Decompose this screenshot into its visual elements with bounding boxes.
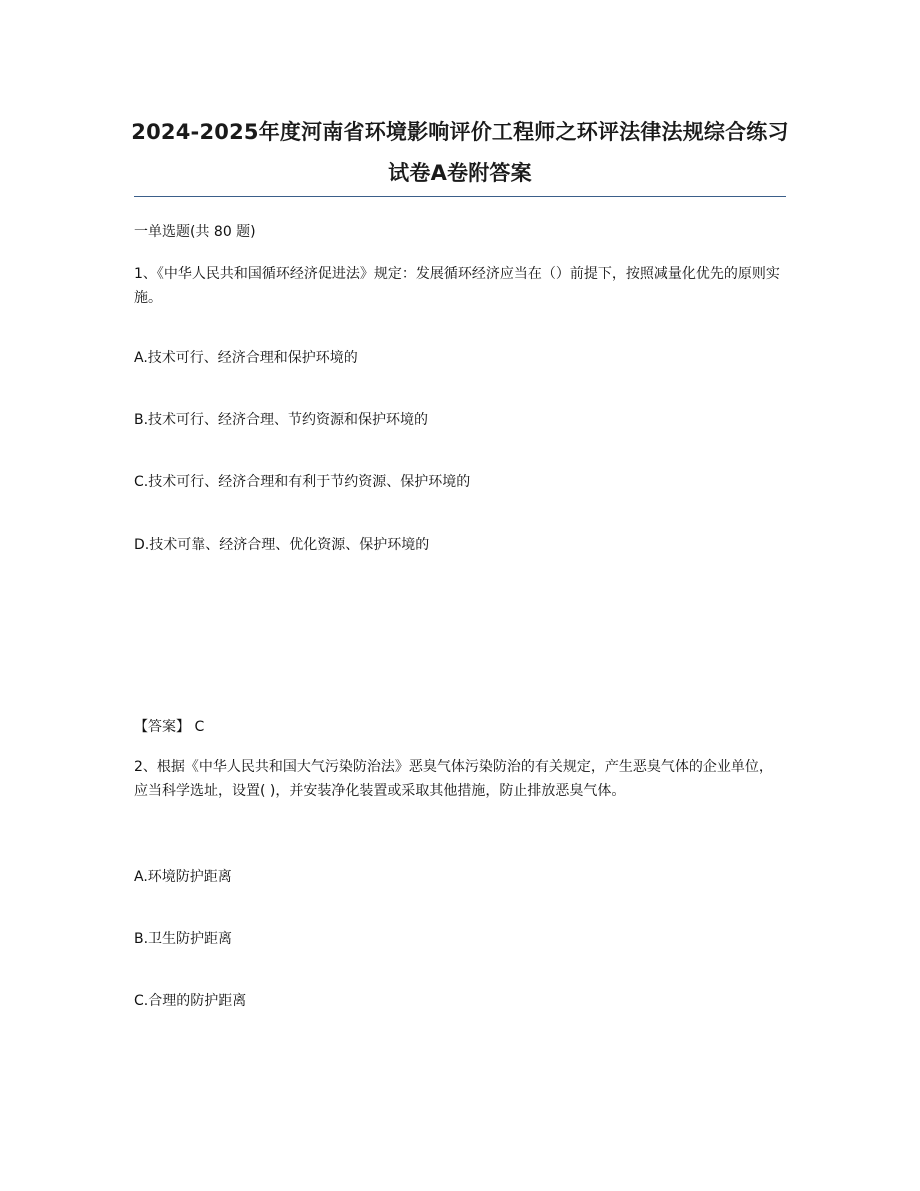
question-2-option-b: B.卫生防护距离 (134, 931, 233, 947)
section-header: 一单选题(共 80 题) (134, 224, 256, 240)
question-1-option-a: A.技术可行、经济合理和保护环境的 (134, 350, 358, 366)
question-1-option-c: C.技术可行、经济合理和有利于节约资源、保护环境的 (134, 474, 471, 490)
question-1-option-b: B.技术可行、经济合理、节约资源和保护环境的 (134, 412, 429, 428)
question-1-stem: 1、《中华人民共和国循环经济促进法》规定：发展循环经济应当在（）前提下，按照减量化优先的原则实施。 (134, 266, 780, 306)
title-divider (134, 196, 786, 197)
question-1-answer: 【答案】 C (134, 719, 205, 735)
question-2-stem: 2、根据《中华人民共和国大气污染防治法》恶臭气体污染防治的有关规定，产生恶臭气体的企业单位，应当科学选址，设置( )，并安装净化装置或采取其他措施，防止排放恶臭气体。 (134, 759, 773, 799)
question-2-option-a: A.环境防护距离 (134, 869, 232, 885)
question-1-option-d: D.技术可靠、经济合理、优化资源、保护环境的 (134, 537, 430, 553)
document-title: 2024-2025年度河南省环境影响评价工程师之环评法律法规综合练习试卷A卷附答案 (131, 120, 789, 185)
question-2-option-c: C.合理的防护距离 (134, 993, 247, 1009)
